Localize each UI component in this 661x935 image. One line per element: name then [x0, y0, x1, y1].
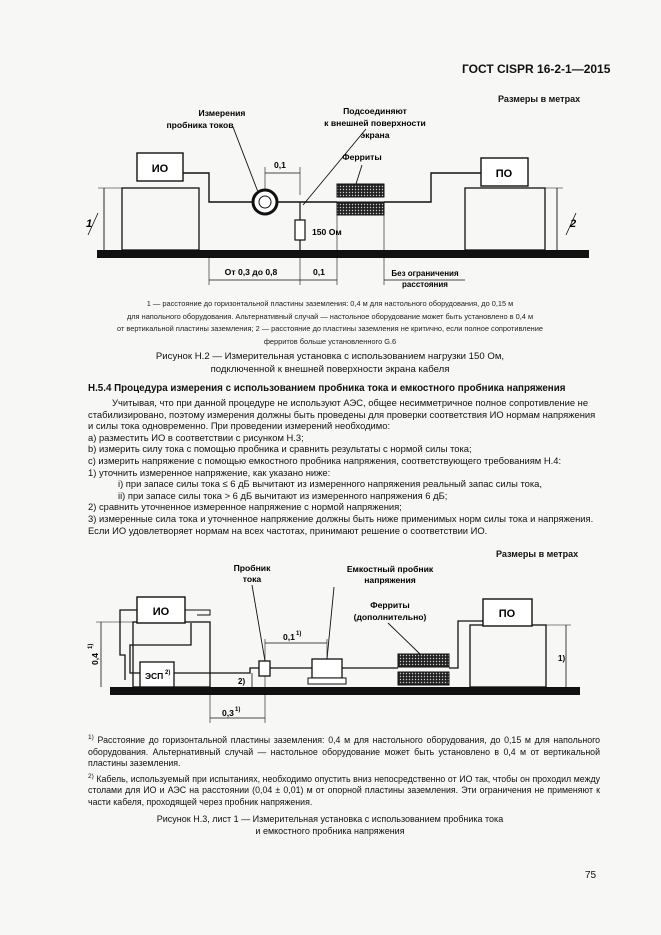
figure-h2-diagram — [0, 95, 661, 295]
figure-h3-footnotes: $^{1)}$ Расстояние до горизонтальной пластины заземления: 0,4 м для настольного оборудования, до 0,15 м для напольного оборудования. Альтернативный случай — настольное оборудование может быть установлено в 0,4 м от вертикальной пластины заземления. $^{2)}$ Кабель, используемый при испытаниях, необходимо опустить вниз непосредственно от ИО так, чтобы он проходил между столами для ИО и АЭС на расстоянии (0,04 ± 0,01) м от опорной пластины заземления. Эти ограничения не применяют к части кабеля, проходящей через пробник напряжения. — [88, 734, 601, 807]
figure-h3-diagram — [0, 555, 661, 725]
section-title: Н.5.4 Процедура измерения с использованием пробника тока и емкостного пробника напряжения — [88, 383, 566, 394]
label-dim-04-sup: 1) — [88, 643, 94, 649]
current-probe-h3 — [259, 661, 270, 676]
label-eut-h3: ИО — [152, 606, 170, 618]
label-dim-range: От 0,3 до 0,8 — [224, 267, 278, 277]
label-mark-1: 1 — [86, 218, 93, 230]
standard-header: ГОСТ CISPR 16-2-1—2015 — [462, 62, 611, 76]
label-ae-h3: ПО — [498, 608, 516, 620]
label-ae: ПО — [495, 168, 513, 180]
ferrite-block-2 — [337, 202, 384, 215]
label-esp: ЭСП — [145, 671, 164, 681]
label-no-limit-2: расстояния — [402, 280, 448, 289]
label-eut: ИО — [151, 163, 169, 175]
ground-plane — [97, 250, 589, 258]
label-dim-04: 0,4 — [90, 653, 100, 665]
section-body: Учитывая, что при данной процедуре не используют АЭС, общее несимметричное полное сопротивление не стабилизировано, поэтому измерения должны быть проведены для проверки соответствия ИО нормам напряжения и силы тока одновременно. При проведении измерений необходимо: a) разместить ИО в соответствии с рисунком Н.3; b) измерить силу тока с помощью пробника и сравнить результаты с нормой силы тока; c) измерить напряжение с помощью емкостного пробника напряжения, соответствующего требованиям Н.4: 1) уточнить измеренное напряжение, как указано ниже: i) при запасе силы тока ≤ 6 дБ вычитают из измеренного напряжения реальный запас силы тока, ii) при запасе силы тока > 6 дБ вычитают из измеренного напряжения 6 дБ; 2) сравнить уточненное измеренное напряжение с нормой напряжения; 3) измеренные сила тока и уточненное напряжение должны быть ниже применимых норм силы тока и напряжения. Если ИО удовлетворяет нормам на всех частотах, принимают решение о соответствии ИО. — [88, 397, 596, 536]
ae-table-h3 — [470, 625, 546, 687]
capacitive-probe — [312, 659, 342, 678]
page-number: 75 — [585, 870, 597, 881]
label-esp-sup: 2) — [165, 670, 171, 676]
label-mark-1-h3: 1) — [558, 654, 566, 663]
current-probe — [253, 190, 277, 214]
label-cap-probe-1: Емкостный пробник — [346, 564, 434, 574]
label-probe-1: Измерения — [198, 108, 246, 118]
label-probe-2: пробника токов — [166, 120, 234, 130]
label-dim-01-top: 0,1 — [274, 160, 286, 170]
label-dim-03: 0,3 — [222, 708, 234, 718]
label-dim-01-bottom: 0,1 — [313, 267, 325, 277]
label-cap-probe-2: напряжения — [364, 575, 416, 585]
label-no-limit-1: Без ограничения — [391, 269, 459, 278]
label-ferrites-h3-2: (дополнительно) — [353, 612, 427, 622]
label-dim-01-h3: 0,1 — [283, 632, 295, 642]
figure-h3-caption: Рисунок Н.3, лист 1 — Измерительная установка с использованием пробника тока и емкостного пробника напряжения — [156, 814, 504, 836]
label-dim-01-h3-sup: 1) — [296, 631, 302, 637]
ferrite-block-h3-2 — [398, 672, 449, 685]
label-connected-3: экрана — [360, 130, 390, 140]
label-ferrites: Ферриты — [342, 152, 382, 162]
units-note-h2: Размеры в метрах — [498, 94, 581, 104]
ferrite-block-1 — [337, 184, 384, 197]
resistor-150 — [295, 220, 305, 240]
figure-h2-footnote: 1 — расстояние до горизонтальной пластины заземления: 0,4 м для настольного оборудования, до 0,15 м для напольного оборудования. Альтернативный случай — настольное оборудование может быть установлено в 0,4 м от вертикальной пластины заземления; 2 — расстояние до пластины заземления не критично, если полное сопротивление ферритов больше установленного G.6 — [117, 299, 543, 346]
label-mark-2-h3: 2) — [238, 677, 246, 686]
ae-table — [465, 188, 545, 250]
ferrite-block-h3-1 — [398, 654, 449, 667]
label-resistor: 150 Ом — [312, 227, 342, 237]
label-mark-2: 2 — [570, 218, 577, 230]
units-note-h3: Размеры в метрах — [496, 549, 579, 559]
label-connected-1: Подсоединяют — [343, 106, 407, 116]
ground-plane-h3 — [110, 687, 580, 695]
label-connected-2: к внешней поверхности — [324, 118, 426, 128]
label-probe-h3-2: тока — [242, 574, 262, 584]
label-ferrites-h3-1: Ферриты — [370, 600, 410, 610]
figure-h2-caption: Рисунок Н.2 — Измерительная установка с использованием нагрузки 150 Ом, подключенной к внешней поверхности экрана кабеля — [155, 351, 505, 375]
label-dim-03-sup: 1) — [235, 707, 241, 713]
eut-table — [122, 188, 199, 250]
label-probe-h3-1: Пробник — [233, 563, 271, 573]
